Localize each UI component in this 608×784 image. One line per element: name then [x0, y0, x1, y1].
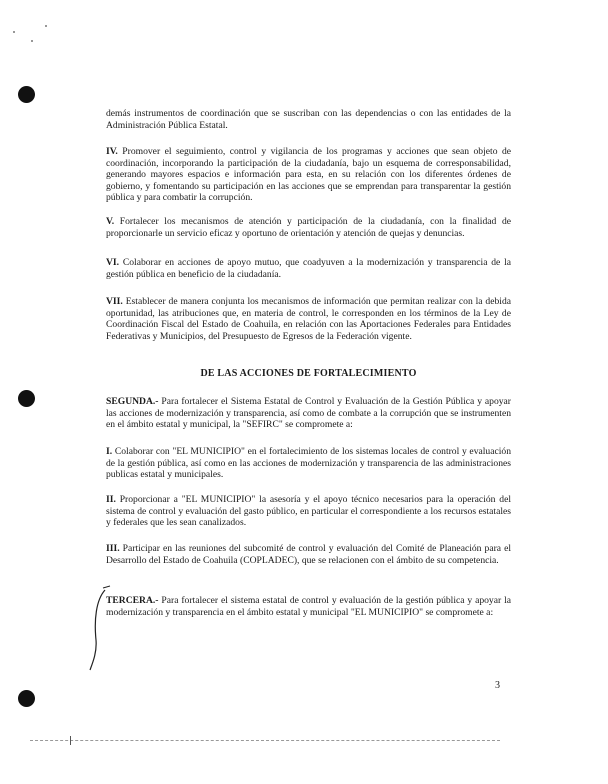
paragraph-text: Establecer de manera conjunta los mecanismos de información que permitan realizar con la debida oportunidad, las atribuciones que, en materia de control, le corresponden en los términos de la Ley de Coordinación Fiscal del Estado de Coahuila, en relación con las Aportaciones Federales para Entidades Federativas y Municipios, del Presupuesto de Egresos de la Federación vigente. [106, 296, 512, 342]
roman-numeral: II. [106, 494, 116, 505]
paragraph-text: Fortalecer los mecanismos de atención y participación de la ciudadanía, con la finalidad de proporcionarle un servicio eficaz y oportuno de orientación y atención de quejas y denuncias. [106, 216, 511, 239]
roman-numeral: VI. [106, 257, 120, 268]
roman-numeral: VII. [106, 296, 123, 307]
paragraph-text: demás instrumentos de coordinación que se suscriban con las dependencias o con las entidades de la Administración Pública Estatal. [106, 108, 511, 131]
item-text: Participar en las reuniones del subcomité de control y evaluación del Comité de Planeación para el Desarrollo del Estado de Coahuila (COPLADEC), que se relacionen con el ámbito de su competencia. [106, 543, 511, 566]
section-heading: DE LAS ACCIONES DE FORTALECIMIENTO [200, 368, 417, 379]
scan-artifact-tick [70, 736, 71, 745]
paragraph-text: Colaborar en acciones de apoyo mutuo, que coadyuven a la modernización y transparencia de la gestión pública en beneficio de la ciudadanía. [106, 257, 511, 280]
item-text: Proporcionar a "EL MUNICIPIO" la asesoría y el apoyo técnico necesarios para la operación del sistema de control y evaluación del gasto público, en particular el correspondiente a los recursos estatales y federales que les sean canalizados. [106, 494, 511, 529]
scan-artifact-line [30, 740, 500, 741]
clause-label: TERCERA.- [106, 595, 159, 606]
roman-numeral: V. [106, 216, 115, 227]
roman-numeral: I. [106, 446, 113, 457]
item-text: Colaborar con "EL MUNICIPIO" en el fortalecimiento de los sistemas locales de control y evaluación de la gestión pública, así como en las acciones de modernización y transparencia de las administraciones publicas estatal y municipales. [106, 446, 511, 481]
paragraph-text: Promover el seguimiento, control y vigilancia de los programas y acciones que sean objeto de coordinación, incorporando la participación de la ciudadanía, bajo un esquema de corresponsabilidad, generando mayores espacios e información para esta, en su relación con los diferentes órdenes de gobierno, y fomentando su participación en las acciones que se emprendan para transparentar la gestión pública y para combatir la corrupción. [106, 146, 511, 204]
roman-numeral: IV. [106, 146, 118, 157]
clause-text: Para fortalecer el sistema estatal de control y evaluación de la gestión pública y apoyar la modernización y transparencia en el ámbito estatal y municipal "EL MUNICIPIO" se compromete a: [106, 595, 511, 618]
page-number: 3 [495, 680, 500, 691]
roman-numeral: III. [106, 543, 120, 554]
clause-label: SEGUNDA.- [106, 396, 159, 407]
clause-text: Para fortalecer el Sistema Estatal de Control y Evaluación de la Gestión Pública y apoyar las acciones de modernización y transparencia, así como de combate a la corrupción que se instrumenten en el ámbito estatal y municipal, la "SEFIRC" se compromete a: [106, 396, 511, 431]
